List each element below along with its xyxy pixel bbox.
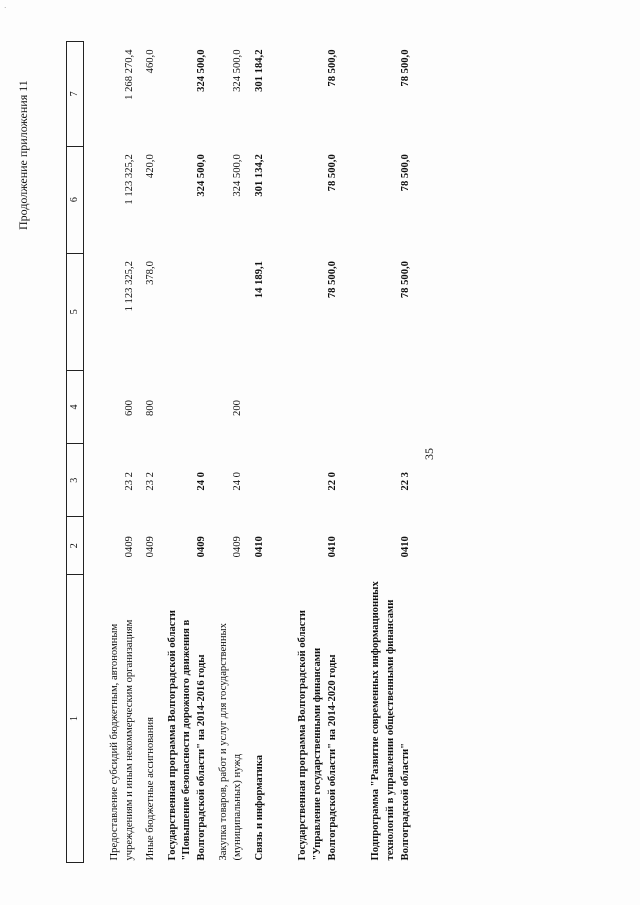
row-target-article: 22 0 (326, 472, 338, 491)
row-value-1: 78 500,0 (399, 261, 411, 299)
row-value-2: 1 123 325,2 (123, 154, 135, 205)
page-number: 35 (422, 448, 436, 460)
row-target-article: 22 3 (399, 472, 411, 491)
header-col-2: 2 (67, 517, 84, 575)
row-target-article (251, 444, 273, 517)
row-name: Государственная программа Волгоградской области "Повышение безопасности дорожного движения в Волгоградской области" на 2014-2016 годы (166, 610, 208, 861)
table-row (164, 42, 215, 863)
row-value-2: 301 134,2 (253, 154, 265, 197)
row-target-article: 23 2 (123, 472, 135, 491)
row-value-1: 1 123 325,2 (123, 261, 135, 312)
row-section-code: 0410 (399, 536, 411, 558)
row-section-code: 0409 (123, 536, 135, 558)
row-section-code: 0409 (232, 536, 244, 558)
row-value-1 (215, 253, 251, 370)
row-section-code: 0409 (196, 536, 208, 558)
header-col-1: 1 (67, 575, 84, 863)
row-expense-type (251, 370, 273, 443)
row-section-code: 0410 (326, 536, 338, 558)
row-expense-type (294, 370, 345, 443)
row-expense-type (367, 370, 418, 443)
header-col-4: 4 (67, 370, 84, 443)
table-row (106, 42, 142, 863)
row-value-2: 78 500,0 (326, 154, 338, 192)
row-value-3: 78 500,0 (326, 49, 338, 87)
header-col-7: 7 (67, 42, 84, 147)
row-target-article: 24 0 (232, 472, 244, 491)
row-value-1: 14 189,1 (253, 261, 265, 299)
row-value-2: 420,0 (145, 154, 157, 179)
row-target-article: 23 2 (145, 472, 157, 491)
row-value-3: 460,0 (145, 49, 157, 74)
table-body (84, 42, 419, 863)
row-name: Предоставление субсидий бюджетным, автономным учреждениям и иным некоммерческим организациям (109, 619, 135, 861)
row-expense-type: 800 (145, 400, 157, 416)
table-row (251, 42, 273, 863)
row-value-3: 301 184,2 (253, 49, 265, 92)
row-value-3: 78 500,0 (399, 49, 411, 87)
table-row (215, 42, 251, 863)
scan-corner-mark: · (4, 4, 7, 12)
row-expense-type: 200 (232, 400, 244, 416)
row-expense-type: 600 (123, 400, 135, 416)
row-value-1 (164, 253, 215, 370)
row-value-3: 324 500,0 (196, 49, 208, 92)
table-row (294, 42, 345, 863)
budget-table (66, 41, 418, 863)
header-col-5: 5 (67, 253, 84, 370)
row-section-code: 0409 (145, 536, 157, 558)
header-col-3: 3 (67, 444, 84, 517)
row-name: Подпрограмма "Развитие современных информационных технологий в управлении общественными финансами Волгоградской области" (370, 581, 411, 861)
row-section-code: 0410 (253, 536, 265, 558)
row-name: Связь и информатика (253, 754, 265, 861)
row-value-2: 324 500,0 (196, 154, 208, 197)
table-row (142, 42, 164, 863)
row-name: Закупка товаров, работ и услуг для государственных (муниципальных) нужд (217, 623, 244, 861)
row-name: Государственная программа Волгоградской области "Управление государственными финансами Волгоградской области" на 2014-2020 годы (297, 610, 338, 861)
header-col-6: 6 (67, 146, 84, 253)
row-value-1: 378,0 (145, 261, 157, 285)
row-target-article: 24 0 (196, 472, 208, 491)
row-value-3: 1 268 270,4 (123, 49, 135, 100)
table-header-row (67, 42, 84, 863)
row-value-2: 324 500,0 (232, 154, 244, 197)
appendix-caption: Продолжение приложения 11 (16, 80, 30, 230)
row-value-2: 78 500,0 (399, 154, 411, 192)
row-name: Иные бюджетные ассигнования (145, 717, 157, 861)
row-value-3: 324 500,0 (232, 49, 244, 92)
row-expense-type (164, 370, 215, 443)
row-value-1: 78 500,0 (326, 261, 338, 299)
table-row (367, 42, 418, 863)
